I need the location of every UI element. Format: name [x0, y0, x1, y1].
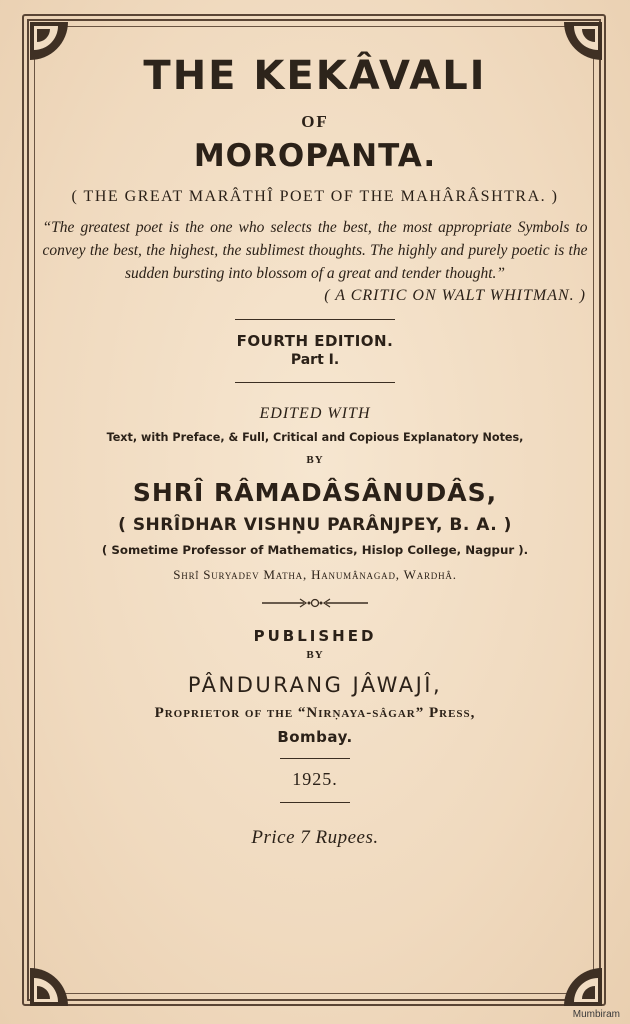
divider-rule [235, 382, 395, 383]
published-label: PUBLISHED [253, 627, 377, 645]
author-name: SHRÎ RÂMADÂSÂNUDÂS, [132, 478, 498, 507]
epigraph-quote: “The greatest poet is the one who selects the best, the most appropriate Symbols to convey the best, the highest, the sublimest thoughts. The highly and purely poetic is the sudden bursting into blossom of a great and tender thought.” [42, 219, 588, 282]
page-content [40, 40, 590, 849]
author-real-name: ( SHRÎDHAR VISHṆU PARÂNJPEY, B. A. ) [118, 515, 512, 535]
part-label: Part I. [290, 352, 340, 368]
book-subject: MOROPANTA. [193, 138, 437, 174]
divider-rule [280, 758, 350, 759]
divider-rule [280, 802, 350, 803]
author-note: ( Sometime Professor of Mathematics, Hislop College, Nagpur ). [101, 543, 529, 557]
publication-year: 1925. [292, 769, 338, 789]
publication-city: Bombay. [277, 728, 353, 746]
publisher-name: PÂNDURANG JÂWAJÎ, [187, 673, 443, 697]
author-address: Shrî Suryadev Matha, Hanumânagad, Wardhâ. [173, 567, 457, 582]
book-subtitle: ( THE GREAT MARÂTHÎ POET OF THE MAHÂRÂSHTRA. ) [71, 188, 559, 205]
edited-with-label: EDITED WITH [259, 405, 371, 422]
by-label: BY [306, 454, 324, 466]
title-of: OF [301, 112, 329, 131]
corner-ornament-icon [28, 964, 72, 1008]
watermark: Mumbiram [572, 1009, 620, 1020]
price-label: Price 7 Rupees. [251, 827, 379, 848]
edition-label: FOURTH EDITION. [236, 332, 394, 350]
publisher-title: Proprietor of the “Nirṇaya-sâgar” Press, [154, 705, 476, 721]
contents-description: Text, with Preface, & Full, Critical and Copious Explanatory Notes, [106, 431, 524, 444]
corner-ornament-icon [560, 964, 604, 1008]
book-title: THE KEKÂVALI [143, 53, 487, 99]
divider-ornament-icon [260, 597, 370, 609]
epigraph-source: ( A CRITIC ON WALT WHITMAN. ) [324, 287, 586, 304]
divider-rule [235, 319, 395, 320]
by-label-2: BY [306, 649, 324, 661]
